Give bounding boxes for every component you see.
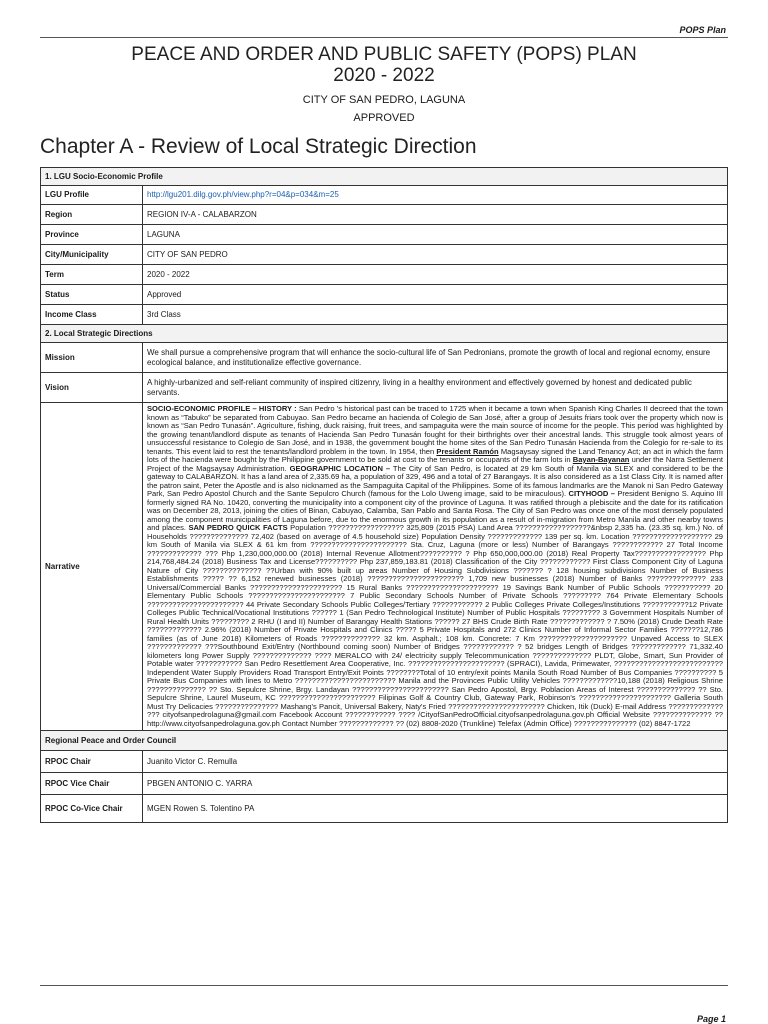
footer-divider bbox=[40, 985, 728, 986]
rpoc-vice-chair-value: PBGEN ANTONIO C. YARRA bbox=[143, 773, 728, 795]
page-title bbox=[40, 44, 728, 86]
approval-status: APPROVED bbox=[353, 112, 415, 124]
narrative-text: The City of San Pedro, is located at 29 km South of Manila via SLEX and considered to be the gateway to CALABARZON. It has a land area of 2,335.69 ha, a population of 329, 496 and a total of 27 Barangays. It is also considered as a 1st Class City. It is named after the patron saint, Peter the Apostle and is also nicknamed as the Sampaguita Capital of the Philippines. Some of its famous landmarks are the Manok ni San Pedro Gateway Park, San Pedro Apostol Church and the Sante Sepulcro Church (famous for the Lolo Uweng image, said to be miraculous). bbox=[147, 463, 723, 498]
chapter-heading: Chapter A - Review of Local Strategic Direction bbox=[40, 135, 477, 158]
narrative-heading-cityhood: CITYHOOD – bbox=[568, 489, 615, 498]
status-label: Status bbox=[41, 285, 143, 305]
region-value: REGION IV-A - CALABARZON bbox=[143, 205, 728, 225]
term-value: 2020 - 2022 bbox=[143, 265, 728, 285]
income-class-value: 3rd Class bbox=[143, 305, 728, 325]
narrative-value bbox=[143, 403, 728, 731]
mission-value: We shall pursue a comprehensive program that will enhance the socio-cultural life of San Pedronians, promote the growth of local and regional ecnomy, ensure ecological balance, and institutionalize effective governance. bbox=[143, 343, 728, 373]
lgu-profile-link[interactable]: http://lgu201.dilg.gov.ph/view.php?r=04&p=034&m=25 bbox=[147, 190, 339, 200]
income-class-label: Income Class bbox=[41, 305, 143, 325]
narrative-heading-location: GEOGRAPHIC LOCATION – bbox=[289, 463, 391, 473]
city-value: CITY OF SAN PEDRO bbox=[143, 245, 728, 265]
status-value: Approved bbox=[143, 285, 728, 305]
title-line-1: PEACE AND ORDER AND PUBLIC SAFETY (POPS) PLAN bbox=[131, 44, 637, 65]
rpoc-co-vice-chair-label: RPOC Co-Vice Chair bbox=[41, 795, 143, 823]
narrative-label: Narrative bbox=[41, 403, 143, 731]
vision-value: A highly-urbanized and self-reliant community of inspired citizenry, living in a healthy environment and effectively governed by honest and dedicated public servants. bbox=[143, 373, 728, 403]
rpoc-co-vice-chair-value: MGEN Rowen S. Tolentino PA bbox=[143, 795, 728, 823]
page-number: Page 1 bbox=[696, 1014, 726, 1024]
rpoc-chair-value: Juanito Victor C. Remulla bbox=[143, 751, 728, 773]
mission-label: Mission bbox=[41, 343, 143, 373]
city-subtitle: CITY OF SAN PEDRO, LAGUNA bbox=[302, 94, 466, 106]
lgu-profile-label: LGU Profile bbox=[41, 186, 143, 205]
narrative-text: Population ?????????????????? 325,809 (2015 PSA) Land Area ??????????????????&nbsp 2,335 ha. (23.35 sq. km.) No. of Households ?????????????? 72,402 (based on average of 4.5 household size) Population Density ????????????? 139 per sq. km. Location ??????????????????? 29 km South of Manila via SLEX & 61 km from ??????????????????????? Sta. Cruz, Laguna (more or less) Number of Barangays ???????????? 27 Total Income ????????????? ??? Php 1,230,000,000.00 (2018) Internal Revenue Allotment?????????? ? Php 650,000,000.00 (2018) Real Property Tax????????????????? Php 214,768,484.24 (2018) Business Tax and License?????????? Php 237,859,183.81 (2018) Classification of the City ???????????? First Class Component City of Laguna Nature of City ?????????????? ??Urban with 90% built up areas Number of Housing Subdivisions ??????? ? 128 housing subdivisions Number of Business Establishments ????? ?? 6,152 renewed businesses (2018) ??????????????????????? 1,709 new businesses (2018) Number of Banks ?????????????? 233 Universal/Commercial Banks ?????????????????????? 15 Rural Banks ?????????????????????? 19 Savings Bank Number of Public Schools ??????????? 20 Elementary Public Schools ??????????????????????? 7 Public Secondary Schools Number of Private Schools ????????? 764 Private Elementary Schools ??????????????????????? 44 Private Secondary Schools Public Colleges/Tertiary ???????????? 2 Public Colleges Private Colleges/Institutions ???????????12 Private Colleges Public Technical/Vocational Institutions ?????? 1 (San Pedro Technological Institute) Number of Public Hospitals ????????? 3 Government Hospitals Number of Rural Health Units ????????? 2 RHU (I and II) Number of Barangay Health Stations ?????? 27 BHS Crude Birth Rate ????????????? ? 7.50% (2018) Crude Death Rate ????????????? 2.96% (2018) Number of Private Hospitals and Clinics ????? 5 Private Hospitals and 272 Clinics Number of Informal Sector Families ???????12,786 families (as of June 2018) Kilometers of Roads ?????????????? 32 km. Asphalt.; 108 km. Concrete: 7 Km ????????????????????? Unpaved Access to SLEX ????????????? ???Southbound Exit/Entry (Northbound coming soon) Number of Bridges ???????????? ? 52 bridges Length of Bridges ????????????? 71,332.40 kilometers long Power Supply ?????????????? ???? MERALCO with 24/ electricity supply Telecommunication ?????????????? PLDT, Globe, Smart, Sun Provider of Potable water ??????????? San Pedro Resettlement Area Cooperative, Inc. ??????????????????????? (SPRACI), Lavida, Primewater, ?????????????????????????? Independent Water Supply Providers Road Transport Entry/Exit Points ????????Total of 10 entry/exit points Manila South Road Number of Bus Companies ?????????? 5 Private Bus Companies with lines to Metro ???????????????????????? Manila and the Provinces Public Utility Vehicles ?????????????10,188 (2018) Religious Shrine ?????????????? ?? Sto. Sepulcre Shrine, Brgy. Landayan ??????????????????????? San Pedro Apostol, Brgy. Poblacion Areas of Interest ?????????????? ?? Sto. Sepulcre Shrine, Laurel Museum, KC ??????????????????????? Filipinas Golf & Country Club, Gateway Park, Robinson's ?????????????????????? Galleria South Must Try Delicacies ??????????????? Mashang's Pancit, Universal Bakery, Naty's Fried ??????????????????????? Chicken, Itik (Duck) E-mail Address ????????????? ??? cityofsanpedrolaguna@gmail.com Facebook Account ???????????? ???? /CityofSanPedroOfficial.cityofsanpedrolaguna.gov.ph Official Website ?????????????? ?? http://www.cityofsanpedrolaguna.gov.ph Contact Number ????????????? ?? (02) 8808-2020 (Trunkline) Telefax (Admin Office) ??????????????? (02) 8847-1722 bbox=[147, 523, 723, 728]
section-lgu-profile: 1. LGU Socio-Economic Profile bbox=[41, 168, 728, 186]
section-rpoc: Regional Peace and Order Council bbox=[41, 731, 728, 751]
rpoc-chair-label: RPOC Chair bbox=[41, 751, 143, 773]
province-label: Province bbox=[41, 225, 143, 245]
section-strategic-directions: 2. Local Strategic Directions bbox=[41, 325, 728, 343]
header-divider bbox=[40, 37, 728, 38]
title-line-2: 2020 - 2022 bbox=[333, 65, 435, 86]
narrative-text: Magsaysay signed the Land Tenancy Act; an act in which the farm lots of the hacienda were bought by the Philippine government to be sold at cost to the tenants or occupants of the farm lots in bbox=[147, 446, 723, 464]
city-label: City/Municipality bbox=[41, 245, 143, 265]
term-label: Term bbox=[41, 265, 143, 285]
narrative-link-bayan[interactable]: Bayan-Bayanan bbox=[572, 455, 630, 464]
narrative-text: under the Narra Settlement Project of the Magsaysay Administration. bbox=[147, 455, 723, 473]
header-label: POPS Plan bbox=[679, 25, 726, 35]
narrative-text: San Pedro 's historical past can be traced to 1725 when it became a town when Spanish King Charles II decreed that the town known as “Tabuko” be separated from Cabuyao. San Pedro became an hacienda of Colegio de San José, after a group of Jesuits friars took over the property which now is known as “San Pedro Tunasán”. Agriculture, fishing, duck raising, fruit trees, and sampaguita were the main source of income for the people. This period was highlighted by the growing tenant/landlord dispute as tenants of Hacienda San Pedro Tunasán fought for their birthrights over their ancestral lands. This struggle took almost years of unsuccessful resistance to Colegio de San José, and in 1938, the government bought the home sites of the San Pedro Tunasán Hacienda from the Colegio for re-sale to its tenants. This event laid to rest the tenants/landlord problem in the town. In 1954, then bbox=[147, 404, 723, 456]
narrative-heading-history: SOCIO-ECONOMIC PROFILE – HISTORY : bbox=[147, 404, 297, 413]
vision-label: Vision bbox=[41, 373, 143, 403]
province-value: LAGUNA bbox=[143, 225, 728, 245]
narrative-heading-quick-facts: SAN PEDRO QUICK FACTS bbox=[188, 523, 288, 532]
profile-table bbox=[40, 167, 728, 823]
region-label: Region bbox=[41, 205, 143, 225]
narrative-text: President Benigno S. Aquino III formerly signed RA No. 10420, converting the municipality into a component city of the province of Laguna. It was ratified through a plebiscite and the date for its ratification was on December 28, 2013, joining the cities of Binan, Cabuyao, Calamba, San Pablo and Santa Rosa. The City of San Pedro was once one of the most densely populated among the component municipalities of Laguna before, due to the enormous growth in its population as a result of in-migration from Metro Manila and other nearby towns and places. bbox=[147, 489, 723, 532]
rpoc-vice-chair-label: RPOC Vice Chair bbox=[41, 773, 143, 795]
lgu-profile-value bbox=[143, 186, 728, 205]
narrative-link-president[interactable]: President Ramón bbox=[436, 446, 499, 456]
